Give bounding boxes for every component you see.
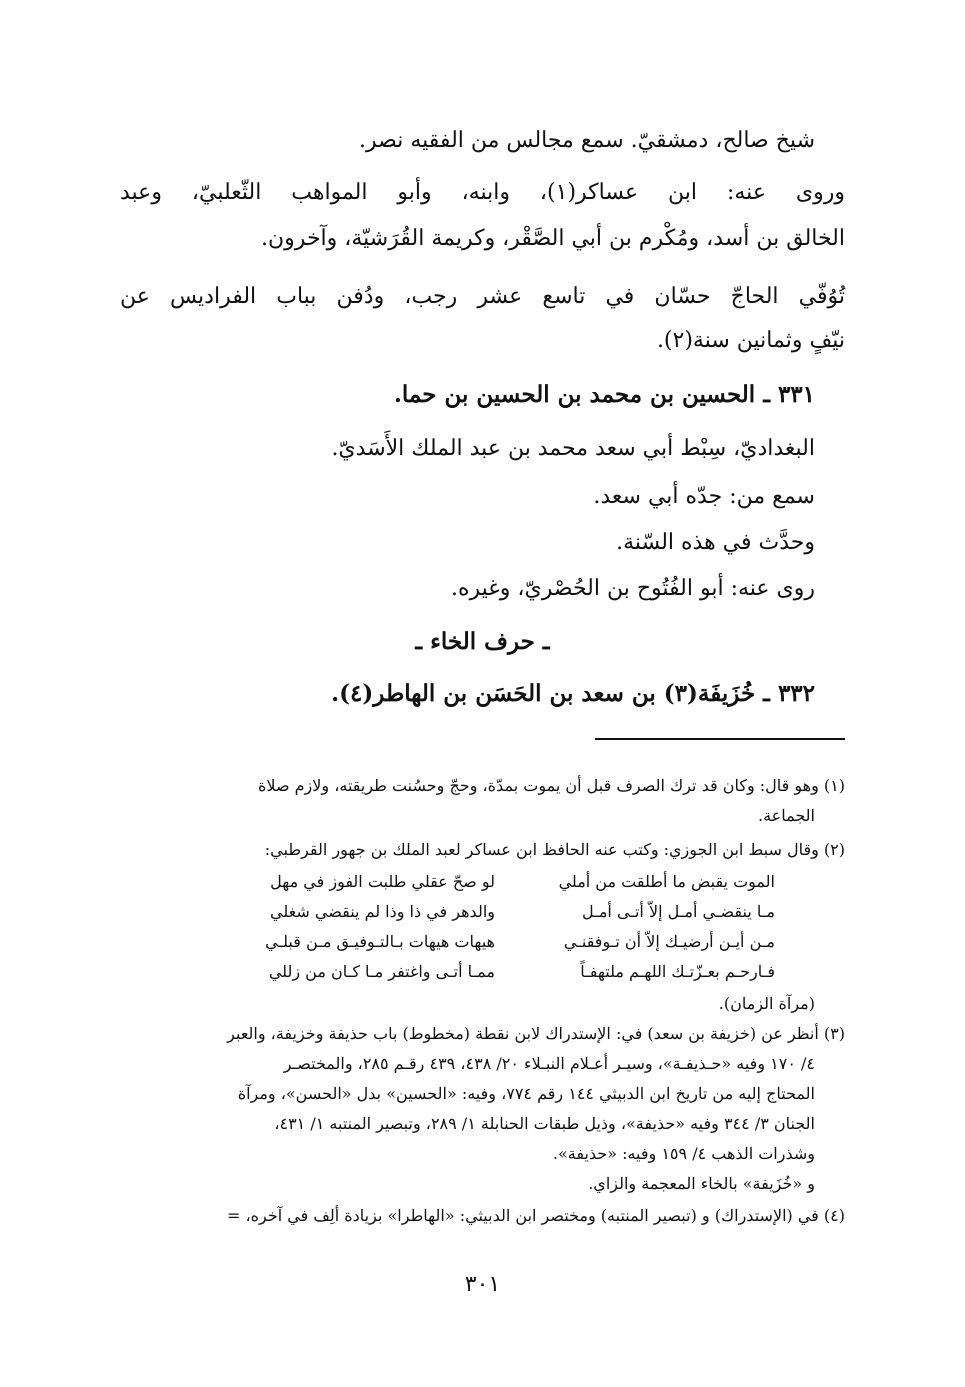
verse-hemistich: لو صحّ عقلي طلبت الفوز في مهل	[270, 872, 495, 891]
footnote-1-cont: الجماعة.	[758, 806, 815, 825]
footnote-3: (٣) أنظر عن (خزيفة بن سعد) في: الإستدراك لابن نقطة (مخطوط) باب حذيفة وخزيفة، والعبر	[227, 1024, 845, 1043]
text-line: الخالق بن أسد، ومُكْرم بن أبي الصَّقْر، وكريمة القُرَشيّة، وآخرون.	[261, 226, 845, 251]
verse-hemistich: والدهر في ذا وذا لم ينقضي شغلي	[270, 902, 495, 921]
verse-hemistich: ممـا أتـى واغتفر مـا كـان من زللي	[268, 962, 495, 981]
verse-hemistich: فـارحـم بعـزّتـك اللهـم ملتهفـاً	[580, 962, 775, 981]
footnote-2: (٢) وقال سبط ابن الجوزي: وكتب عنه الحافظ ابن عساكر لعبد الملك بن جهور القرطبي:	[264, 840, 845, 859]
verse-hemistich: مـا ينقضـي أمـل إلاّ أتـى أمـل	[582, 902, 775, 921]
footnote-3-cont: المحتاج إليه من تاريخ ابن الدبيثي ١٤٤ رقم ٧٧٤، وفيه: «الحسين» بدل «الحسن»، ومرآة	[237, 1084, 815, 1103]
footnote-3-cont: وشذرات الذهب ٤/ ١٥٩ وفيه: «حذيفة».	[552, 1144, 815, 1163]
footnote-2-source: (مرآة الزمان).	[718, 994, 815, 1013]
text-line: وحدَّث في هذه السّنة.	[616, 530, 815, 555]
text-line: نيّفٍ وثمانين سنة(٢).	[656, 328, 845, 353]
footnote-separator	[595, 738, 845, 740]
section-heading: ـ حرف الخاء ـ	[415, 628, 550, 655]
footnote-4: (٤) في (الإستدراك) و (تبصير المنتبه) ومختصر ابن الدبيثي: «الهاطرا» بزيادة ألِف في آخره، =	[226, 1206, 845, 1225]
verse-hemistich: هيهات هيهات بـالتـوفيـق مـن قبلـي	[265, 932, 495, 951]
footnote-3-cont: الجنان ٣/ ٣٤٤ وفيه «حذيفة»، وذيل طبقات الحنابلة ١/ ٢٨٩، وتبصير المنتبه ١/ ٤٣١،	[274, 1114, 815, 1133]
page-number: ٣٠١	[464, 1272, 501, 1297]
entry-heading-331: ٣٣١ ـ الحسين بن محمد بن الحسين بن حما.	[393, 381, 815, 408]
footnote-1: (١) وهو قال: وكان قد ترك الصرف قبل أن يموت بمدّة، وحجّ وحسُنت طريقته، ولازم صلاة	[258, 776, 845, 795]
text-line: شيخ صالح، دمشقيّ. سمع مجالس من الفقيه نصر.	[359, 128, 815, 153]
text-line: تُوُفّي الحاجّ حسّان في تاسع عشر رجب، ودُفن بباب الفراديس عن	[120, 284, 845, 309]
text-line: البغداديّ، سِبْط أبي سعد محمد بن عبد الملك الأَسَديّ.	[331, 436, 815, 461]
entry-heading-332: ٣٣٢ ـ خُزَيفَة(٣) بن سعد بن الحَسَن بن الهاطر(٤).	[331, 680, 815, 707]
text-line: سمع من: جدّه أبي سعد.	[593, 484, 815, 509]
text-line: وروى عنه: ابن عساكر(١)، وابنه، وأبو المواهب الثّعلبيّ، وعبد	[120, 180, 845, 205]
footnote-3-cont: ٤/ ١٧٠ وفيه «حـذيفـة»، وسيـر أعـلام النبـلاء ٢٠/ ٤٣٨، ٤٣٩ رقـم ٢٨٥، والمختصـر	[283, 1054, 815, 1073]
text-line: روى عنه: أبو الفُتُوح بن الحُصْريّ، وغيره.	[451, 576, 815, 601]
verse-hemistich: الموت يقبض ما أطلقت من أملي	[558, 872, 775, 891]
verse-hemistich: مـن أيـن أرضيـك إلاّ أن تـوفقنـي	[563, 932, 775, 951]
footnote-3-cont: و «خُزَيفة» بالخاء المعجمة والزاي.	[588, 1174, 815, 1193]
